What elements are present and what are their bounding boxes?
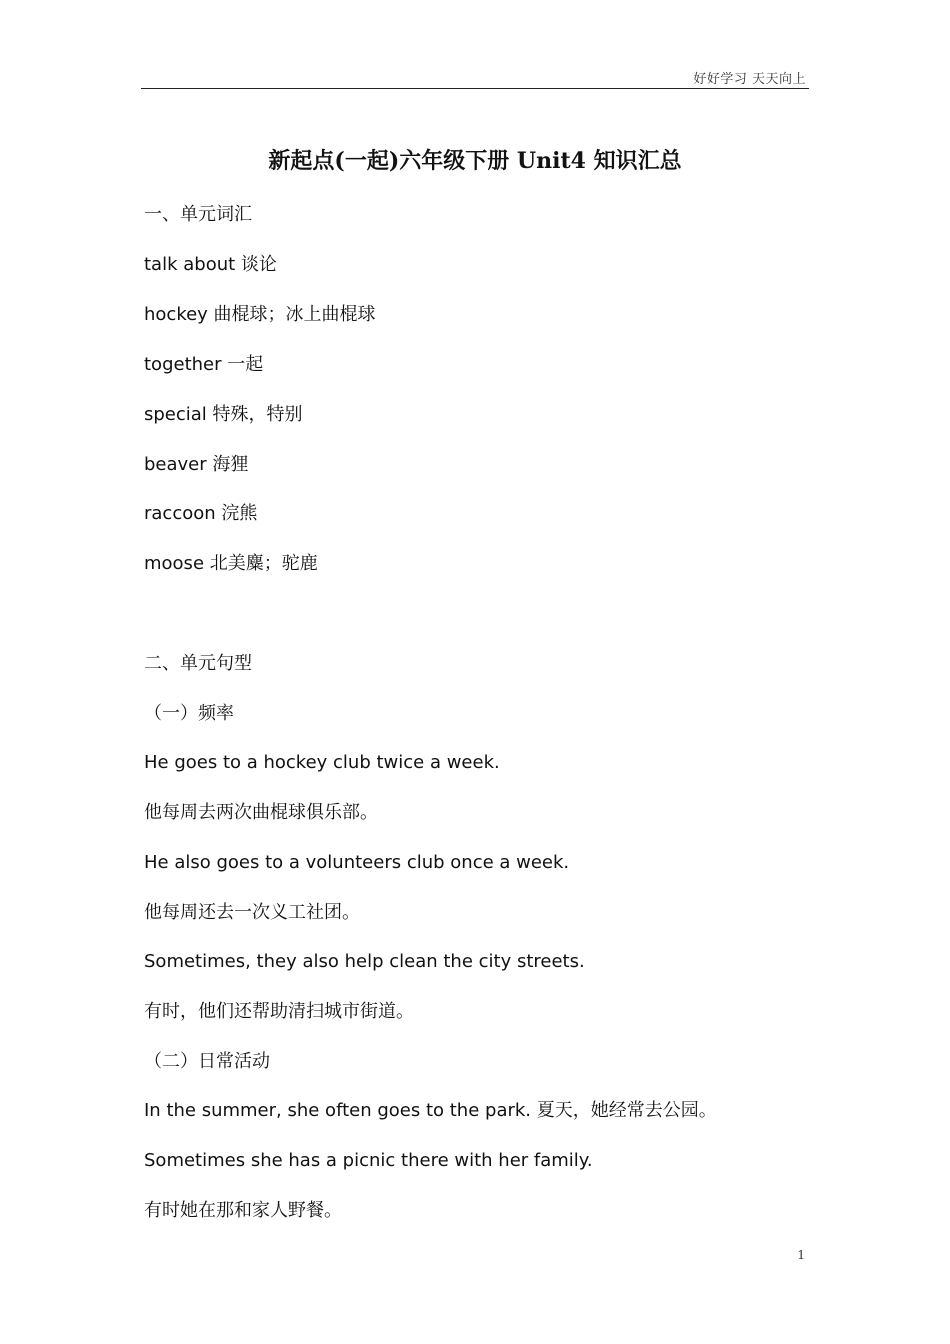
sentence-english: Sometimes, they also help clean the city streets. xyxy=(144,951,585,972)
vocab-item: beaver 海狸 xyxy=(144,454,249,475)
sentence-chinese: 有时她在那和家人野餐。 xyxy=(144,1200,342,1221)
subsection-heading-daily-activities: （二）日常活动 xyxy=(144,1051,270,1072)
sentence-english: He also goes to a volunteers club once a week. xyxy=(144,852,570,873)
sentence-chinese: 有时，他们还帮助清扫城市街道。 xyxy=(144,1001,414,1022)
vocab-item: hockey 曲棍球；冰上曲棍球 xyxy=(144,304,376,325)
document-title: 新起点(一起)六年级下册 Unit4 知识汇总 xyxy=(268,148,682,174)
sentence-chinese: 他每周还去一次义工社团。 xyxy=(144,902,360,923)
subsection-heading-frequency: （一）频率 xyxy=(144,703,234,724)
header-motto: 好好学习 天天向上 xyxy=(693,72,806,87)
sentence-english: Sometimes she has a picnic there with her family. xyxy=(144,1150,593,1171)
vocab-item: raccoon 浣熊 xyxy=(144,503,258,524)
sentence-english: He goes to a hockey club twice a week. xyxy=(144,752,500,773)
vocab-item: moose 北美麋；驼鹿 xyxy=(144,553,318,574)
section-heading-sentences: 二、单元句型 xyxy=(144,653,252,674)
vocab-item: talk about 谈论 xyxy=(144,254,277,275)
vocab-item: together 一起 xyxy=(144,354,264,375)
page-number: 1 xyxy=(797,1248,805,1262)
section-heading-vocabulary: 一、单元词汇 xyxy=(144,204,252,225)
sentence-english: In the summer, she often goes to the park. 夏天，她经常去公园。 xyxy=(144,1100,717,1121)
sentence-chinese: 他每周去两次曲棍球俱乐部。 xyxy=(144,802,378,823)
header-divider xyxy=(141,88,809,89)
vocab-item: special 特殊，特别 xyxy=(144,404,303,425)
